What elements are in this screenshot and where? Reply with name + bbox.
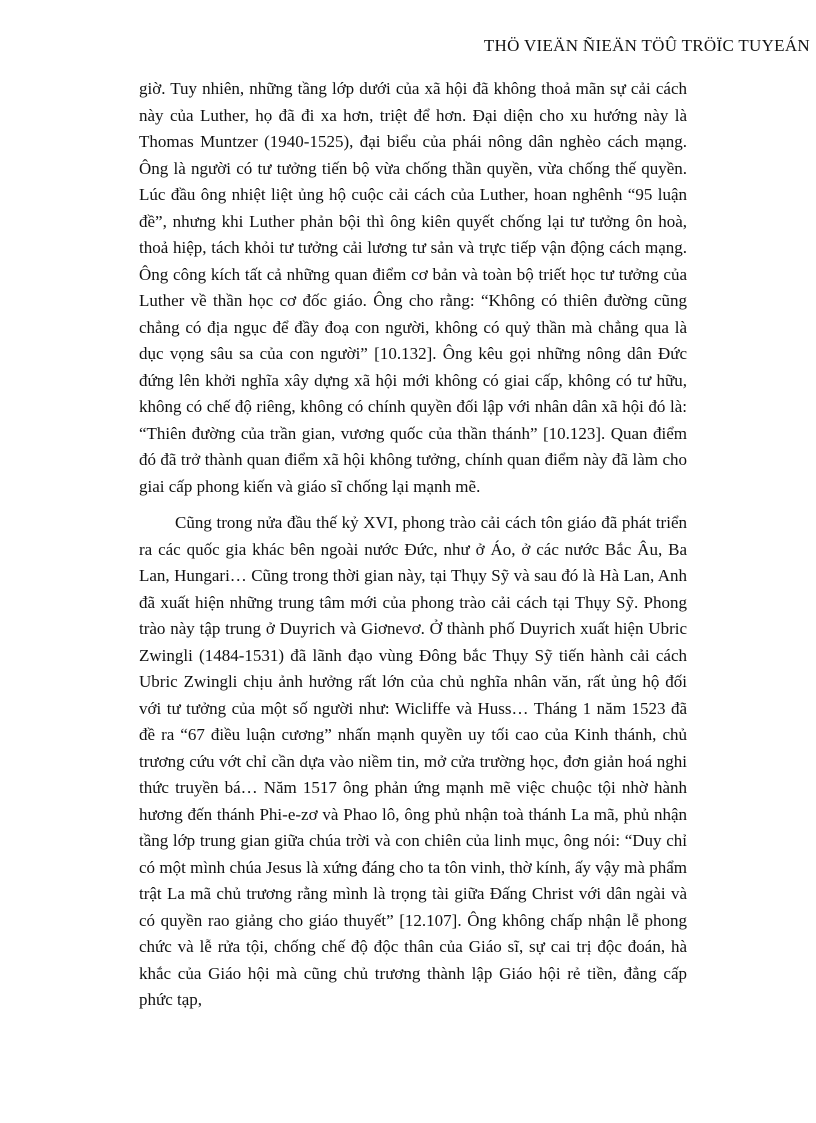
page-header: THÖ VIEÄN ÑIEÄN TÖÛ TRÖÏC TUYEÁN <box>483 36 810 55</box>
paragraph-continuation: giờ. Tuy nhiên, những tầng lớp dưới của xã hội đã không thoả mãn sự cải cách này của Luther, họ đã đi xa hơn, triệt để hơn. Đại diện cho xu hướng này là Thomas Muntzer (1940-1525), đại biểu của phái nông dân nghèo cách mạng. Ông là người có tư tưởng tiến bộ vừa chống thần quyền, vừa chống thế quyền. Lúc đầu ông nhiệt liệt ủng hộ cuộc cải cách của Luther, hoan nghênh “95 luận đề”, nhưng khi Luther phản bội thì ông kiên quyết chống lại tư tưởng ôn hoà, thoả hiệp, tách khỏi tư tưởng cải lương tư sản và trực tiếp vận động cách mạng. Ông công kích tất cả những quan điểm cơ bản và toàn bộ triết học tư tưởng của Luther về thần học cơ đốc giáo. Ông cho rằng: “Không có thiên đường cũng chẳng có địa ngục để đầy đoạ con người, không có quỷ thần mà chẳng qua là dục vọng sâu sa của con người” [10.132]. Ông kêu gọi những nông dân Đức đứng lên khởi nghĩa xây dựng xã hội mới không có giai cấp, không có tư hữu, không có chế độ riêng, không có chính quyền đối lập với nhân dân xã hội đó là: “Thiên đường của trần gian, vương quốc của thần thánh” [10.123]. Quan điểm đó đã trở thành quan điểm xã hội không tưởng, chính quan điểm này đã làm cho giai cấp phong kiến và giáo sĩ chống lại mạnh mẽ. <box>139 79 687 496</box>
paragraph-reformation-spread: Cũng trong nửa đầu thế kỷ XVI, phong trào cải cách tôn giáo đã phát triển ra các quốc gia khác bên ngoài nước Đức, như ở Áo, ở các nước Bắc Âu, Ba Lan, Hungari… Cũng trong thời gian này, tại Thụy Sỹ và sau đó là Hà Lan, Anh đã xuất hiện những trung tâm mới của phong trào cải cách tại Thụy Sỹ. Phong trào này tập trung ở Duyrich và Giơnevơ. Ở thành phố Duyrich xuất hiện Ubric Zwingli (1484-1531) đã lãnh đạo vùng Đông bắc Thụy Sỹ tiến hành cải cách Ubric Zwingli chịu ảnh hưởng rất lớn của chủ nghĩa nhân văn, rất ủng hộ đối với tư tưởng của một số người như: Wicliffe và Huss… Tháng 1 năm 1523 đã đề ra “67 điều luận cương” nhấn mạnh quyền uy tối cao của Kinh thánh, chủ trương cứu vớt chỉ cần dựa vào niềm tin, mở cửa trường học, đơn giản hoá nghi thức truyền bá… Năm 1517 ông phản ứng mạnh mẽ việc chuộc tội nhờ hành hương đến thánh Phi-e-zơ và Phao lô, ông phủ nhận toà thánh La mã, phủ nhận tầng lớp trung gian giữa chúa trời và con chiên của linh mục, ông nói: “Duy chỉ có một mình chúa Jesus là xứng đáng cho ta tôn vinh, thờ kính, ấy vậy mà phẩm trật La mã chủ trương rằng mình là trọng tài giữa Đấng Christ với dân ngài và có quyền rao giảng cho giáo thuyết” [12.107]. Ông không chấp nhận lễ phong chức và lễ rửa tội, chống chế độ độc thân của Giáo sĩ, sự cai trị độc đoán, hà khắc của Giáo hội mà cũng chủ trương thành lập Giáo hội rẻ tiền, đẳng cấp phức tạp, <box>139 513 687 1009</box>
document-body <box>139 76 687 1014</box>
